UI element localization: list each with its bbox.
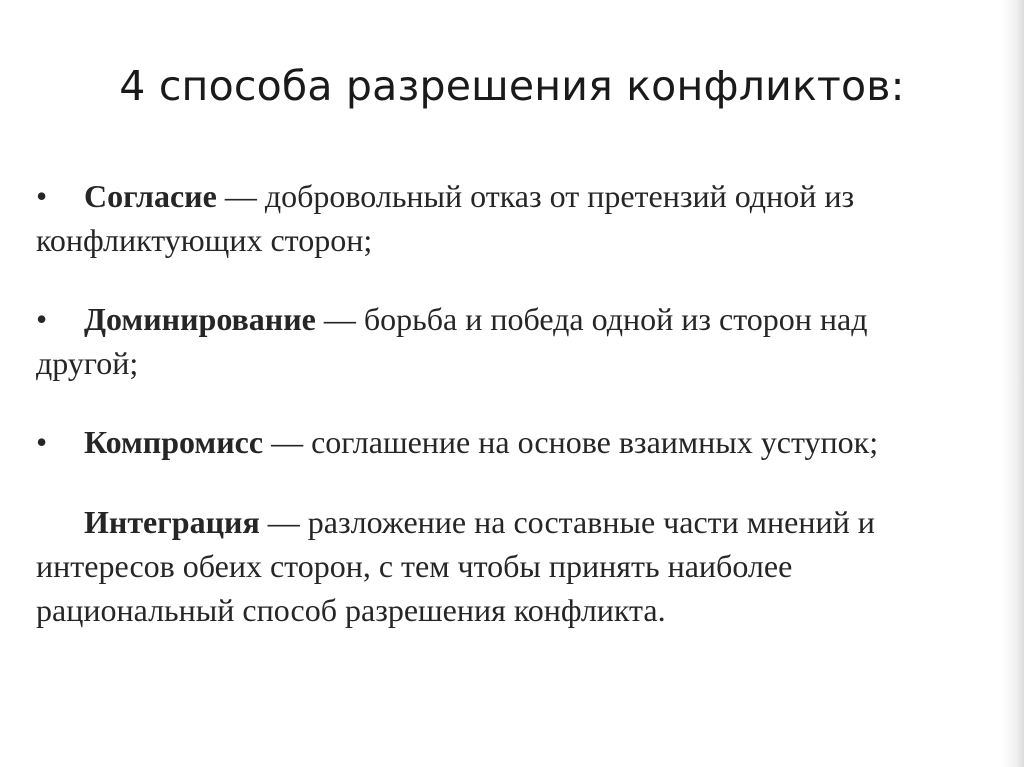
list-item-integration [36,500,936,632]
bullet: • [36,178,48,214]
slide-title: 4 способа разрешения конфликтов: [119,62,905,110]
definition-agreement-line1: — добровольный отказ от претензий одной из [216,178,855,214]
definition-agreement-line2: конфликтующих сторон; [36,222,373,258]
list-item-compromise [36,420,936,464]
definition-domination-line2: другой; [36,345,139,381]
bullet: • [36,301,48,337]
term-agreement: Согласие [84,178,217,214]
definition-compromise-line1: — соглашение на основе взаимных уступок; [263,424,879,460]
list-item-domination [36,297,936,385]
term-integration: Интеграция [84,504,260,540]
definition-integration-line2: интересов обеих сторон, с тем чтобы принять наиболее [36,548,793,584]
definition-integration-line1: — разложение на составные части мнений и [259,504,875,540]
term-domination: Доминирование [84,301,316,337]
term-compromise: Компромисс [84,424,264,460]
definition-domination-line1: — борьба и победа одной из сторон над [315,301,868,337]
slide-edge-shadow [1002,0,1024,767]
definition-integration-line3: рациональный способ разрешения конфликта. [36,592,666,628]
bullet: • [36,424,48,460]
list-item-agreement [36,174,936,262]
